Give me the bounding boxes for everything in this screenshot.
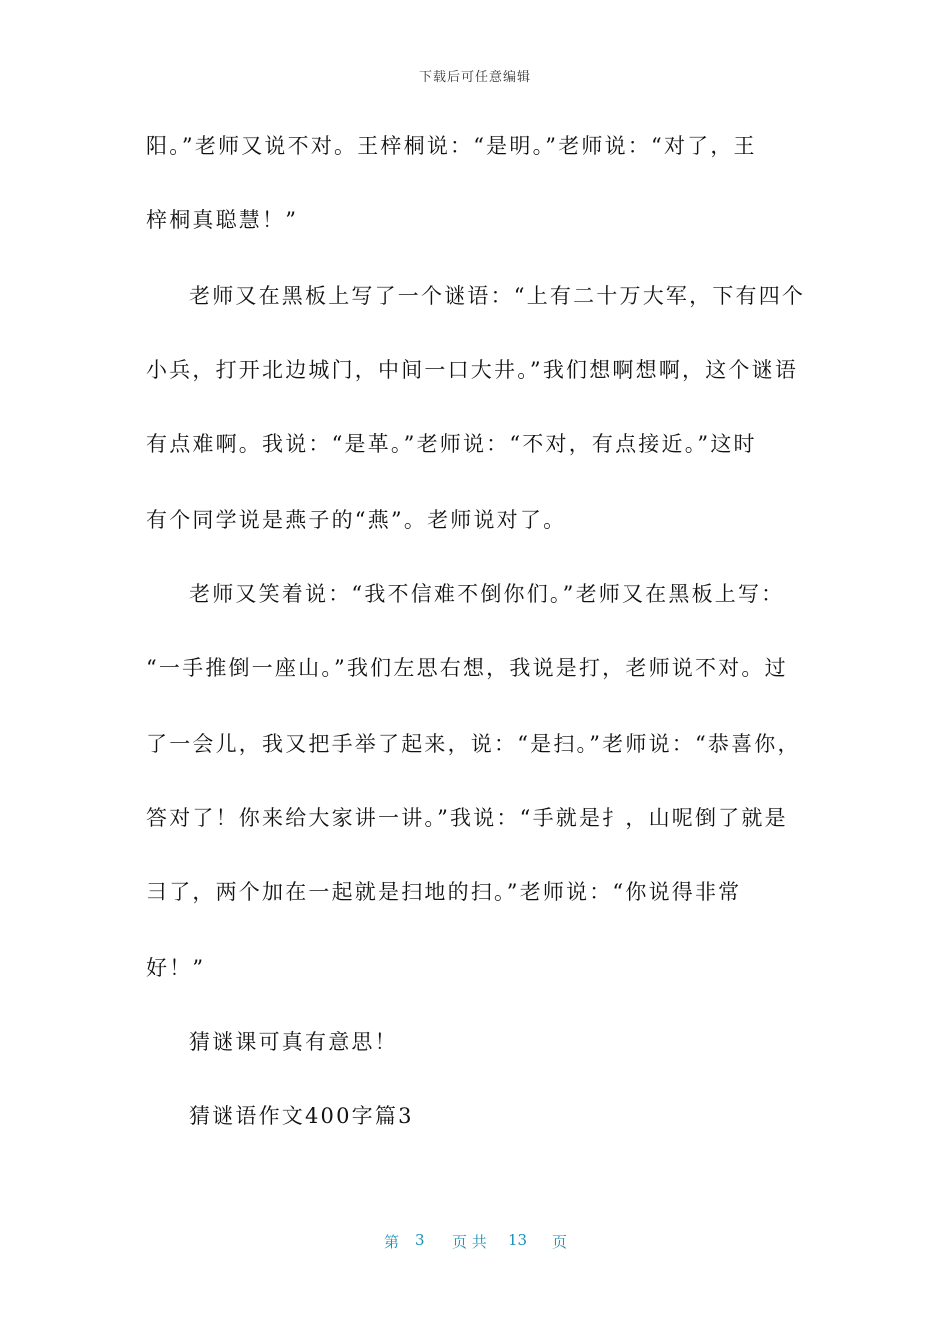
- body-line: 了一会儿，我又把手举了起来，说：“是扫。”老师说：“恭喜你，: [146, 732, 801, 756]
- body-line: 彐了，两个加在一起就是扫地的扫。”老师说：“你说得非常: [146, 880, 742, 904]
- body-line: “一手推倒一座山。”我们左思右想，我说是打，老师说不对。过: [146, 656, 788, 680]
- body-line: 有个同学说是燕子的“燕”。老师说对了。: [146, 508, 567, 532]
- footer-total-pages: 13: [508, 1231, 528, 1249]
- footer-page-number: 3: [415, 1231, 425, 1249]
- body-line: 小兵，打开北边城门，中间一口大井。”我们想啊想啊，这个谜语: [146, 358, 799, 382]
- footer-middle: 页 共: [452, 1233, 487, 1251]
- section-heading: 猜谜语作文400字篇3: [189, 1104, 414, 1128]
- body-line: 猜谜课可真有意思！: [189, 1030, 398, 1054]
- body-line: 好！”: [146, 956, 206, 980]
- body-line: 阳。”老师又说不对。王梓桐说：“是明。”老师说：“对了，王: [146, 134, 757, 158]
- footer-prefix: 第: [384, 1233, 400, 1251]
- body-line: 老师又在黑板上写了一个谜语：“上有二十万大军，下有四个: [189, 284, 806, 308]
- body-line: 答对了！你来给大家讲一讲。”我说：“手就是扌，山呢倒了就是: [146, 806, 788, 830]
- page-header: 下载后可任意编辑: [418, 70, 531, 85]
- body-line: 有点难啊。我说：“是革。”老师说：“不对，有点接近。”这时: [146, 432, 757, 456]
- footer-suffix: 页: [552, 1233, 568, 1251]
- body-line: 老师又笑着说：“我不信难不倒你们。”老师又在黑板上写：: [189, 582, 785, 606]
- body-line: 梓桐真聪慧！”: [146, 208, 299, 232]
